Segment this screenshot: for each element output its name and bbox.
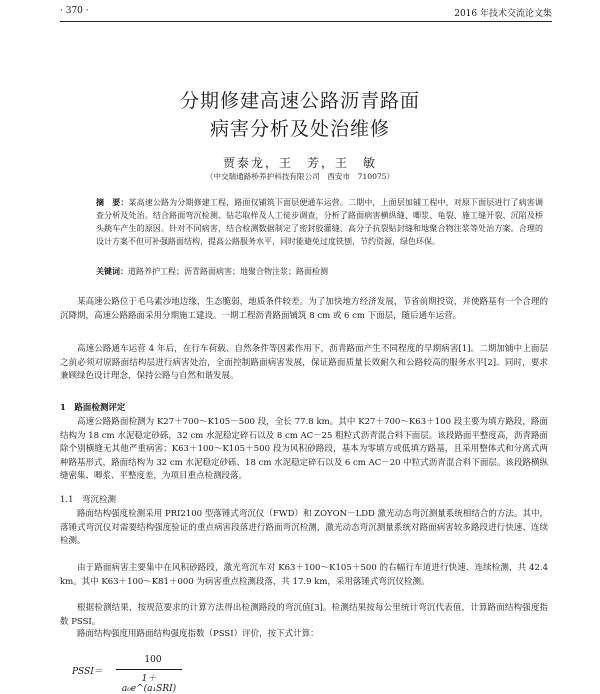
paragraph-7 [60, 628, 548, 642]
paragraph-5 [60, 562, 548, 589]
formula-numerator: 100 [144, 655, 162, 665]
section-heading-1: 1 路面检测评定 [60, 403, 126, 413]
page-number: · 370 · [60, 6, 89, 16]
affiliation: （中交瑞通路桥养护科技有限公司 西安市 710075） [205, 172, 395, 181]
formula-lhs: PSSI＝ [72, 667, 103, 677]
abstract [96, 196, 543, 248]
paragraph-4 [60, 508, 548, 549]
paragraph-2 [60, 343, 548, 384]
authors: 贾泰龙，王 芳，王 敏 [222, 156, 377, 170]
keywords-text: 道路养护工程；沥青路面病害；地聚合物注浆；路面检测 [128, 267, 328, 276]
paragraph-7-text: 路面结构强度用路面结构强度指数（PSSI）评价，按下式计算： [77, 629, 319, 639]
paragraph-6-text: 根据检测结果，按规范要求的计算方法得出检测路段的弯沉值[3]。检测结果按每公里统计弯沉代表值，计算路面结构强度指数 PSSI。 [60, 603, 548, 627]
fraction-bar [116, 669, 182, 670]
section-heading-1-1: 1.1 弯沉检测 [60, 495, 117, 505]
title-line-2: 病害分析及处治维修 [209, 118, 390, 140]
paragraph-4-text: 路面结构强度检测采用 PRI2100 型落锤式弯沉仪（FWD）和 ZOYON－LDD 激光动态弯沉测量系统相结合的方法。其中，落锤式弯沉仪对需要结构强度验证的重点病害段落进行路面弯沉检测，激光动态弯沉测量系统对路面病害较多路段进行快速、连续检测。 [60, 509, 548, 547]
paragraph-2-text: 高速公路通车运营 4 年后，在行车荷载、自然条件等因素作用下，沥青路面产生不同程度的早期病害[1]。二期加铺中上面层之前必须对原路面结构层进行病害处治，全面控制路面病害发展，保证路面质量长效耐久和公路较高的服务水平[2]。同时，要求兼顾绿色设计理念，保持公路与自然和谐发展。 [60, 344, 548, 382]
abstract-text: 某高速公路为分期修建工程，路面仅铺筑下面层便通车运营。二期中，上面层加铺工程中，对原下面层进行了病害调查分析及处治。结合路面弯沉检测、钻芯取样及人工徒步调查，分析了路面病害横纵缝、唧浆、龟裂、施工缝开裂、沉陷及桥头跳车产生的原因。针对不同病害，结合检测数据制定了密封胶灌缝、高分子抗裂贴封缝和地聚合物注浆等处治方案。合理的设计方案不但可补强路面结构，提高公路服务水平，同时能避免过度铣刨，节约资源，绿色环保。 [96, 198, 544, 246]
keywords-label: 关键词： [96, 266, 128, 276]
journal-name: 2016 年技术交流论文集 [454, 9, 552, 19]
paragraph-3 [60, 416, 548, 484]
paragraph-1 [60, 296, 548, 323]
keywords [96, 266, 543, 277]
paragraph-5-text: 由于路面病害主要集中在风积砂路段，激光弯沉车对 K63＋100～K105＋500 的右幅行车道进行快速、连续检测，共 42.4 km。其中 K63＋100～K81＋000 为病害重点检测段落，共 17.9 km，采用落锤式弯沉仪检测。 [60, 563, 548, 587]
abstract-label: 摘 要： [96, 197, 129, 207]
paragraph-1-text: 某高速公路位于毛乌素沙地边缘，生态脆弱，地质条件较差。为了加快地方经济发展，节省前期投资，并使路基有一个合理的沉降期，高速公路路面采用分期施工建设。一期工程沥青路面铺筑 8 cm 或 6 cm 下面层，随后通车运营。 [60, 297, 548, 321]
formula-denominator: 1＋a₀e^(a₁SRI) [121, 674, 177, 694]
title-line-1: 分期修建高速公路沥青路面 [179, 90, 420, 112]
pssi-formula [72, 655, 272, 694]
running-header [60, 6, 552, 20]
paragraph-6 [60, 602, 548, 629]
paragraph-3-text: 高速公路路面检测为 K27＋700～K105－500 段，全长 77.8 km。其中 K27＋700～K63＋100 段主要为填方路段，路面结构为 18 cm 水泥稳定砂砾，32 cm 水泥稳定碎石以及 8 cm AC－25 粗粒式沥青混合料下面层。该段路面平整度高，沥青路面除个别横缝无其他严重病害；K63＋100～K105＋500 段为风积砂路段，基本为零填方或低填方路基，且采用整体式和分离式两种路基形式，路面结构为 32 cm 水泥稳定砂砾、18 cm 水泥稳定碎石以及 6 cm AC－20 中粒式沥青混合料下面层。该段路横纵缝密集、唧浆、平整度差，为项目重点检测段落。 [60, 417, 548, 482]
header-rule [60, 21, 552, 22]
